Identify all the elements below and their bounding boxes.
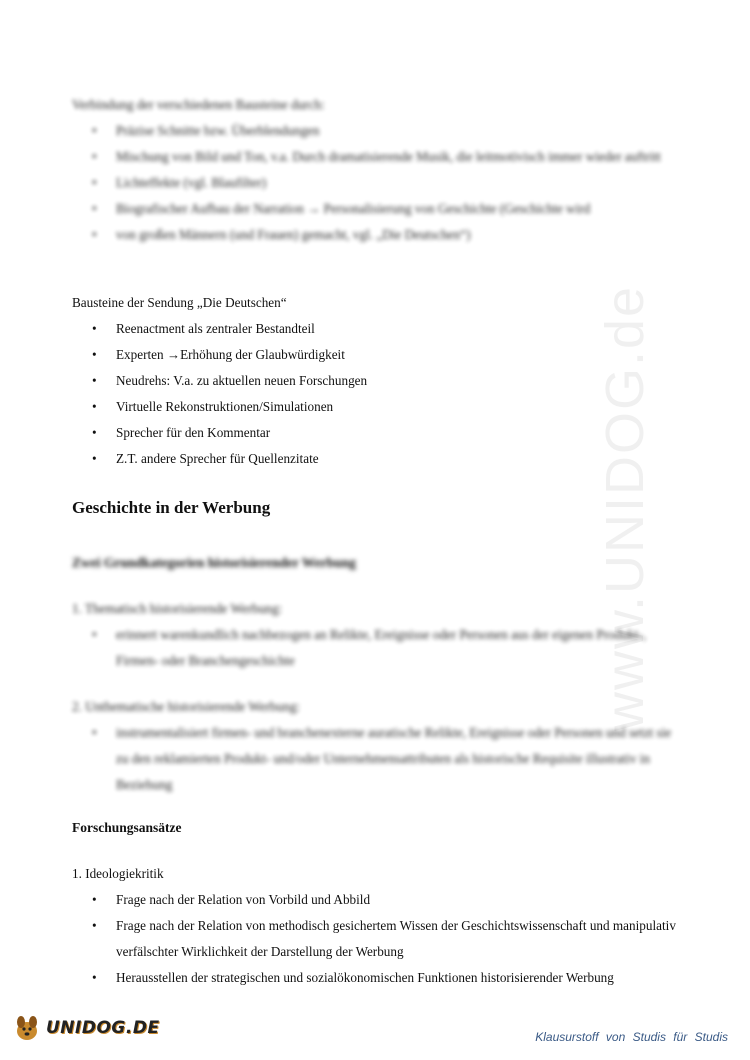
list-item: • von großen Männern (und Frauen) gemacht, vgl. „Die Deutschen“) [72,222,682,248]
bullet-icon: • [92,149,97,164]
bullet-icon: • [92,451,97,466]
bullet-list [72,720,682,798]
list-item: • Neudrehs: V.a. zu aktuellen neuen Forschungen [72,368,682,394]
bullet-icon: • [92,725,97,740]
section-heading: Geschichte in der Werbung [72,498,271,517]
bullet-icon: • [92,425,97,440]
section-forschung [72,815,682,991]
bullet-list [72,622,682,674]
bullet-icon: • [92,399,97,414]
list-item: • instrumentalisiert firmen- und branchenexterne auratische Relikte, Ereignisse oder Personen und setzt sie zu den reklamierten Produkt- und/oder Unternehmensattributen als historische Requisite illustrativ in Beziehung [72,720,682,798]
bullet-icon: • [92,201,97,216]
list-item: • Sprecher für den Kommentar [72,420,682,446]
list-item: • erinnert warenkundlich nachbezogen an Relikte, Ereignisse oder Personen aus der eigenen Produkt-, Firmen- oder Branchengeschichte [72,622,682,674]
list-item: • Mischung von Bild und Ton, v.a. Durch dramatisierende Musik, die leitmotivisch immer wieder auftritt [72,144,682,170]
paragraph: Verbindung der verschiedenen Bausteine durch: [72,97,325,112]
bullet-list [72,887,682,991]
footer-tagline: Klausurstoff von Studis für Studis [535,1030,728,1044]
bullet-list [72,118,682,248]
list-item: • Frage nach der Relation von methodisch gesichertem Wissen der Geschichtswissenschaft und manipulativ verfälschter Wirklichkeit der Darstellung der Werbung [72,913,682,965]
list-item: • Virtuelle Rekonstruktionen/Simulationen [72,394,682,420]
watermark: www.UNIDOG.de [595,284,655,731]
bullet-icon: • [92,123,97,138]
list-item: • Biografischer Aufbau der Narration → Personalisierung von Geschichte (Geschichte wird [72,196,682,222]
bullet-icon: • [92,347,97,362]
paragraph: 1. Ideologiekritik [72,866,164,881]
list-item: • Reenactment als zentraler Bestandteil [72,316,682,342]
bullet-icon: • [92,227,97,242]
bullet-list [72,316,682,472]
subheading: Forschungsansätze [72,820,182,835]
section-grundkategorien [72,550,682,798]
bullet-icon: • [92,321,97,336]
section-verbindung [72,92,682,248]
footer-logo[interactable] [12,1013,160,1043]
list-item: • Experten →Erhöhung der Glaubwürdigkeit [72,342,682,368]
list-item: • Z.T. andere Sprecher für Quellenzitate [72,446,682,472]
bullet-icon: • [92,970,97,985]
list-item: • Herausstellen der strategischen und sozialökonomischen Funktionen historisierender Werbung [72,965,682,991]
bullet-icon: • [92,373,97,388]
bullet-icon: • [92,892,97,907]
list-item: • Lichteffekte (vgl. Blaufilter) [72,170,682,196]
paragraph: 2. Unthematische historisierende Werbung: [72,699,300,714]
paragraph: 1. Thematisch historisierende Werbung: [72,601,283,616]
list-item: • Frage nach der Relation von Vorbild und Abbild [72,887,682,913]
section-bausteine [72,290,682,472]
bullet-icon: • [92,175,97,190]
bullet-icon: • [92,627,97,642]
dog-mascot-icon [12,1013,42,1043]
paragraph: Bausteine der Sendung „Die Deutschen“ [72,295,287,310]
subheading: Zwei Grundkategorien historisierender Werbung [72,555,356,570]
footer-brand: UNIDOG.DE [46,1018,160,1038]
bullet-icon: • [92,918,97,933]
list-item: • Präzise Schnitte bzw. Überblendungen [72,118,682,144]
